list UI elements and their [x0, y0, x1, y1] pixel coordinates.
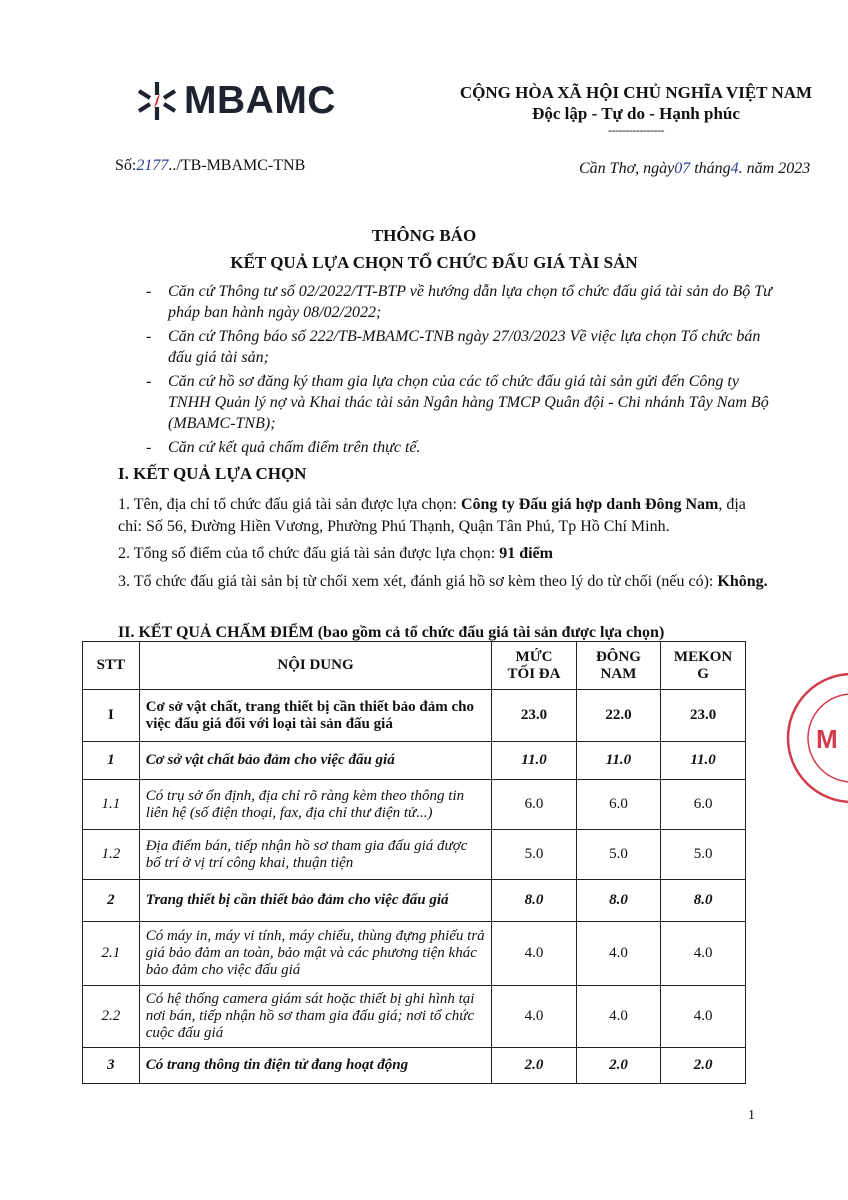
p1-selected-org: Công ty Đấu giá hợp danh Đông Nam	[460, 496, 719, 513]
cell-stt: 1	[83, 742, 140, 780]
section1-heading: I. KẾT QUẢ LỰA CHỌN	[118, 464, 307, 483]
header-mekong	[661, 642, 746, 690]
cell-content: Cơ sở vật chất bảo đảm cho việc đấu giá	[139, 742, 492, 780]
page-number: 1	[748, 1108, 755, 1123]
national-header	[440, 82, 832, 136]
basis-item: - Căn cứ Thông tư số 02/2022/TT-BTP về hướng dẫn lựa chọn tổ chức đấu giá tài sản do Bộ Tư pháp ban hành ngày 08/02/2022;	[142, 281, 782, 323]
cell-max: 2.0	[492, 1048, 576, 1084]
cell-stt: I	[83, 690, 140, 742]
date-month-label: tháng	[694, 160, 731, 177]
p2-text: 2. Tổng số điểm của tổ chức đấu giá tài sản được lựa chọn:	[118, 545, 500, 562]
cell-max: 6.0	[492, 780, 576, 830]
company-seal-stamp	[782, 668, 848, 808]
cell-content: Có trụ sở ổn định, địa chỉ rõ ràng kèm theo thông tin liên hệ (số điện thoại, fax, địa chỉ thư điện tử...)	[139, 780, 492, 830]
cell-stt: 2.2	[83, 986, 140, 1048]
cell-mekong: 23.0	[661, 690, 746, 742]
cell-max: 4.0	[492, 986, 576, 1048]
cell-dong-nam: 2.0	[576, 1048, 661, 1084]
cell-stt: 2.1	[83, 922, 140, 986]
logo-text: MBAMC	[184, 79, 336, 122]
cell-dong-nam: 4.0	[576, 922, 661, 986]
table-row	[83, 986, 746, 1048]
table-header-row	[83, 642, 746, 690]
docno-suffix: ../TB-MBAMC-TNB	[168, 157, 306, 174]
cell-max: 23.0	[492, 690, 576, 742]
document-number	[115, 157, 305, 175]
nation-line2: Độc lập - Tự do - Hạnh phúc	[532, 104, 740, 123]
doc-title: THÔNG BÁO	[371, 226, 477, 245]
basis-item: - Căn cứ hồ sơ đăng ký tham gia lựa chọn của các tổ chức đấu giá tài sản gửi đến Công ty TNHH Quản lý nợ và Khai thác tài sản Ngân hàng TMCP Quân đội - Chi nhánh Tây Nam Bộ (MBAMC-TNB);	[142, 371, 782, 434]
cell-max: 4.0	[492, 922, 576, 986]
header-mk-line2: G	[697, 665, 709, 682]
mbamc-star-icon	[134, 78, 180, 124]
header-dn-line1: ĐÔNG	[595, 648, 641, 665]
date-year: . năm 2023	[738, 160, 811, 177]
score-table	[82, 641, 746, 1084]
cell-content: Có máy in, máy vi tính, máy chiếu, thùng đựng phiếu trả giá bảo đảm an toàn, bảo mật và các phương tiện khác bảo đảm cho việc đấu giá	[139, 922, 492, 986]
company-logo	[134, 78, 336, 124]
cell-content: Có trang thông tin điện tử đang hoạt động	[139, 1048, 492, 1084]
cell-stt: 2	[83, 880, 140, 922]
cell-content: Trang thiết bị cần thiết bảo đảm cho việc đấu giá	[139, 880, 492, 922]
table-row	[83, 880, 746, 922]
table-row	[83, 690, 746, 742]
nation-divider: ----------------	[608, 123, 664, 137]
cell-content: Địa điểm bán, tiếp nhận hồ sơ tham gia đấu giá được bố trí ở vị trí công khai, thuận tiện	[139, 830, 492, 880]
cell-content: Cơ sở vật chất, trang thiết bị cần thiết bảo đảm cho việc đấu giá đối với loại tài sản đấu giá	[139, 690, 492, 742]
p3-value: Không.	[717, 573, 768, 590]
cell-dong-nam: 8.0	[576, 880, 661, 922]
table-row	[83, 780, 746, 830]
svg-text:M: M	[816, 724, 838, 754]
doc-subtitle: KẾT QUẢ LỰA CHỌN TỔ CHỨC ĐẤU GIÁ TÀI SẢN	[230, 253, 638, 272]
cell-dong-nam: 6.0	[576, 780, 661, 830]
header-stt: STT	[83, 642, 140, 690]
docno-prefix: Số:	[115, 157, 137, 174]
header-dn-line2: NAM	[600, 665, 637, 682]
header-max-line1: MỨC	[515, 648, 553, 665]
legal-basis-list	[142, 281, 782, 461]
header-mk-line1: MEKON	[673, 648, 733, 665]
p1-address: , địa chỉ: Số 56, Đường Hiền Vương, Phường Phú Thạnh, Quận Tân Phú, Tp Hồ Chí Minh.	[118, 496, 746, 535]
nation-line1: CỘNG HÒA XÃ HỘI CHỦ NGHĨA VIỆT NAM	[459, 83, 813, 102]
cell-mekong: 8.0	[661, 880, 746, 922]
section1-paragraph1	[118, 494, 768, 538]
section1-paragraph2	[118, 543, 768, 565]
header-dong-nam	[576, 642, 661, 690]
header-max	[492, 642, 576, 690]
date-month: 4	[730, 160, 739, 177]
basis-item: - Căn cứ Thông báo số 222/TB-MBAMC-TNB ngày 27/03/2023 Về việc lựa chọn Tổ chức bán đấu giá tài sản;	[142, 326, 782, 368]
cell-max: 8.0	[492, 880, 576, 922]
cell-mekong: 11.0	[661, 742, 746, 780]
p2-score: 91 điểm	[499, 545, 553, 562]
cell-mekong: 6.0	[661, 780, 746, 830]
table-row	[83, 742, 746, 780]
cell-max: 5.0	[492, 830, 576, 880]
p1-text: 1. Tên, địa chỉ tổ chức đấu giá tài sản được lựa chọn:	[118, 496, 461, 513]
basis-item: - Căn cứ kết quả chấm điểm trên thực tế.	[142, 437, 782, 458]
section2-heading: II. KẾT QUẢ CHẤM ĐIỂM (bao gồm cả tổ chức đấu giá tài sản được lựa chọn)	[118, 624, 665, 641]
header-content: NỘI DUNG	[139, 642, 492, 690]
date-day: 07	[674, 160, 691, 177]
header-max-line2: TỐI ĐA	[507, 665, 561, 682]
table-row	[83, 922, 746, 986]
cell-dong-nam: 22.0	[576, 690, 661, 742]
cell-stt: 1.2	[83, 830, 140, 880]
docno-handwritten: 2177	[136, 157, 169, 174]
cell-mekong: 5.0	[661, 830, 746, 880]
table-row	[83, 830, 746, 880]
table-row	[83, 1048, 746, 1084]
cell-max: 11.0	[492, 742, 576, 780]
cell-dong-nam: 11.0	[576, 742, 661, 780]
p3-text: 3. Tổ chức đấu giá tài sản bị từ chối xem xét, đánh giá hồ sơ kèm theo lý do từ chối (nếu có):	[118, 573, 718, 590]
cell-mekong: 4.0	[661, 986, 746, 1048]
cell-content: Có hệ thống camera giám sát hoặc thiết bị ghi hình tại nơi bán, tiếp nhận hồ sơ tham gia đấu giá; nơi tổ chức cuộc đấu giá	[139, 986, 492, 1048]
cell-stt: 1.1	[83, 780, 140, 830]
cell-stt: 3	[83, 1048, 140, 1084]
cell-dong-nam: 4.0	[576, 986, 661, 1048]
cell-dong-nam: 5.0	[576, 830, 661, 880]
cell-mekong: 2.0	[661, 1048, 746, 1084]
cell-mekong: 4.0	[661, 922, 746, 986]
section1-paragraph3	[118, 571, 768, 593]
document-date	[579, 160, 810, 178]
date-city: Cần Thơ, ngày	[579, 160, 675, 177]
